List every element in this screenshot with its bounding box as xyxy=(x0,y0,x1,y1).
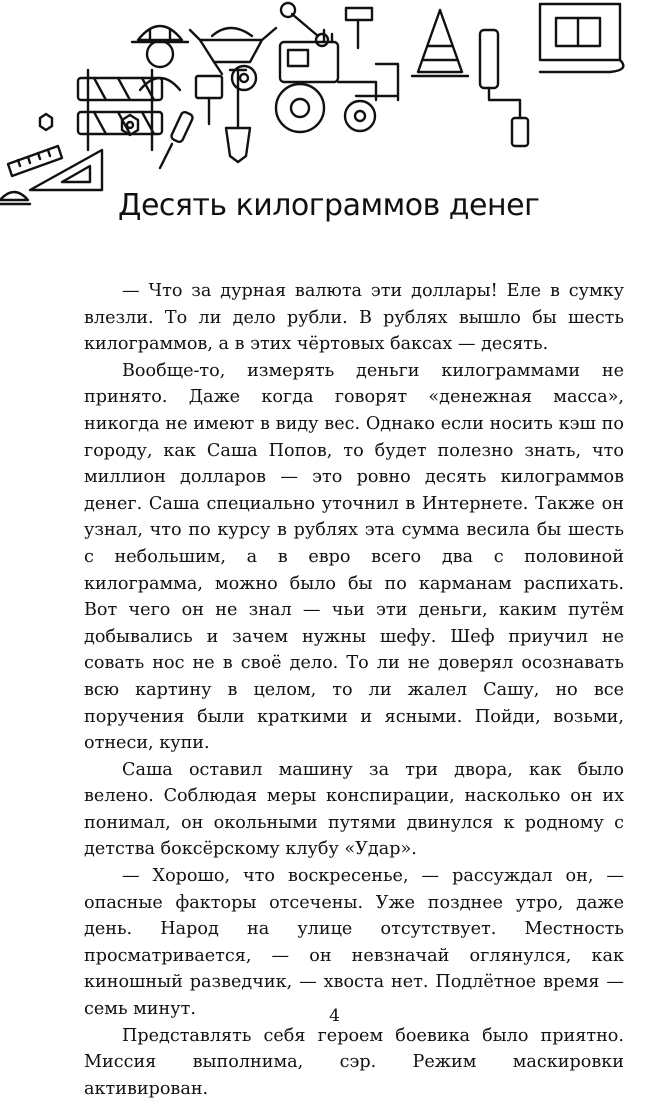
helmet-icon xyxy=(0,192,30,204)
paragraph: — Хорошо, что воскресенье, — рассуждал он, — опасные факторы отсечены. Уже позднее утро, даже день. Народ на улице отсутствует. Местность просматривается, — он невзначай оглянулся, как киношный разведчик, — хвоста нет. Подлётное время — семь минут. xyxy=(84,866,624,1020)
ruler-icon xyxy=(8,146,62,176)
chapter-title: Десять килограммов денег xyxy=(118,188,540,223)
tractor-icon xyxy=(276,30,398,132)
set-square-icon xyxy=(30,150,102,190)
wheelbarrow-icon xyxy=(190,28,276,90)
paragraph: Представлять себя героем боевика было приятно. Миссия выполнима, сэр. Режим маскировки активирован. xyxy=(84,1025,624,1099)
hard-hat-icon xyxy=(132,26,188,90)
paint-roller-icon xyxy=(480,30,528,146)
paragraph: Саша оставил машину за три двора, как было велено. Соблюдая меры конспирации, насколько он их понимал, он окольными путями двинулся к родному с детства боксёрскому клубу «Удар». xyxy=(84,759,624,860)
paragraph: Вообще-то, измерять деньги килограммами не принято. Даже когда говорят «денежная масса», никогда не имеют в виду вес. Однако если носить кэш по городу, как Саша Попов, то будет полезно знать, что миллион долларов — это ровно десять килограммов денег. Саша специально уточнил в Интернете. Также он узнал, что по курсу в рублях эта сумма весила бы шесть с небольшим, а в евро всего два с половиной килограмма, можно было бы по карманам распихать. Вот чего он не знал — чьи эти деньги, каким путём добывались и зачем нужны шефу. Шеф приучил не совать нос не в своё дело. То ли не доверял осознавать всю картину в целом, то ли жалел Сашу, но все поручения были краткими и ясными. Пойди, возьми, отнеси, купи. xyxy=(84,360,624,754)
blueprint-icon xyxy=(540,4,623,72)
paragraph: — Что за дурная валюта эти доллары! Еле в сумку влезли. То ли дело рубли. В рублях вышло бы шесть килограммов, а в этих чёртовых баксах — десять. xyxy=(84,281,624,355)
shovel-icon xyxy=(226,70,250,162)
hammer-icon xyxy=(346,8,372,48)
screwdriver-icon xyxy=(160,111,194,168)
traffic-cone-icon xyxy=(412,10,468,76)
sign-icon xyxy=(196,76,222,124)
wrench-icon xyxy=(281,3,328,46)
chapter-body xyxy=(84,278,624,1102)
page-number: 4 xyxy=(329,1006,340,1026)
